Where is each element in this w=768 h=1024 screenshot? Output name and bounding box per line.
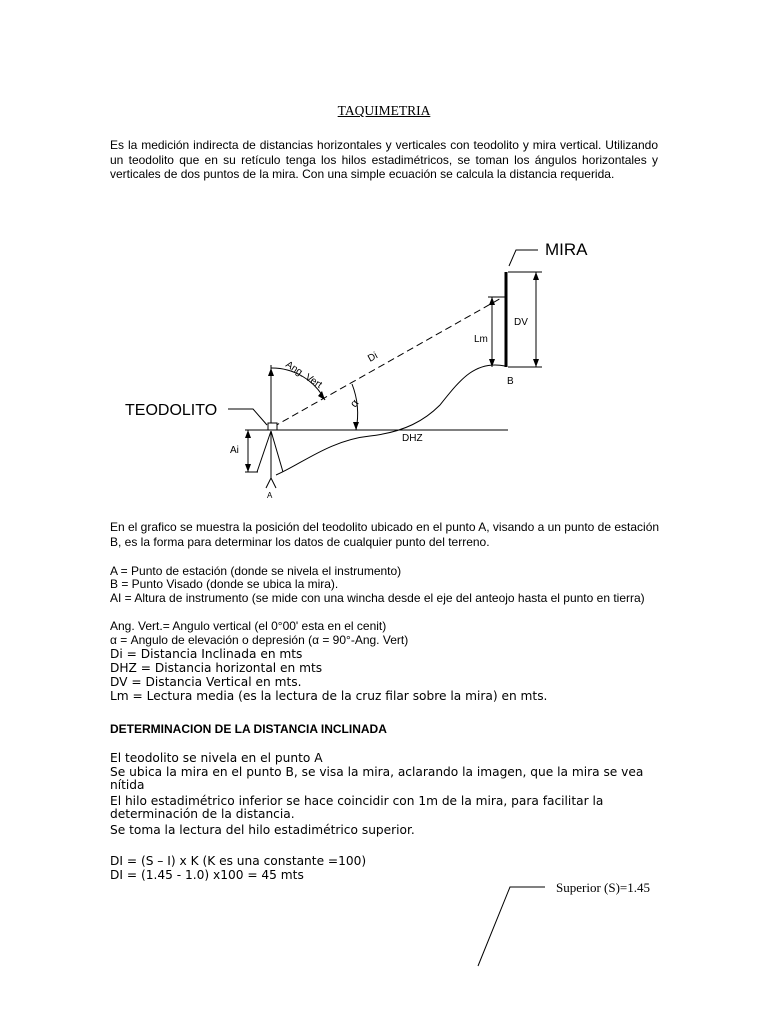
ang-vert-label: Ang. Vert — [283, 359, 324, 391]
def-b: B = Punto Visado (donde se ubica la mira). — [110, 577, 339, 591]
step-2: Se ubica la mira en el punto B, se visa la mira, aclarando la imagen, que la mira se vea nítida — [110, 765, 644, 793]
def-dv: DV = Distancia Vertical en mts. — [110, 675, 302, 689]
def-di: Di = Distancia Inclinada en mts — [110, 647, 303, 661]
def-dhz: DHZ = Distancia horizontal en mts — [110, 661, 323, 675]
def-ang-vert: Ang. Vert.= Angulo vertical (el 0°00' esta en el cenit) — [110, 619, 387, 633]
dhz-label: DHZ — [402, 433, 423, 444]
section-heading: DETERMINACION DE LA DISTANCIA INCLINADA — [110, 722, 387, 736]
formula-1: DI = (S – I) x K (K es una constante =100) — [110, 854, 367, 868]
dv-label: DV — [514, 317, 528, 328]
b-label: B — [507, 376, 514, 387]
ai-label: Ai — [230, 445, 239, 456]
intro-paragraph: Es la medición indirecta de distancias horizontales y verticales con teodolito y mira vertical. Utilizando un teodolito que en su retículo tenga los hilos estadimétricos, se toman los ángulos horizontales y verticales de dos puntos de la mira. Con una simple ecuación se calcula la distancia requerida. — [110, 138, 658, 181]
superior-label: Superior (S)=1.45 — [556, 880, 650, 895]
di-label: Di — [366, 350, 380, 365]
step-4: Se toma la lectura del hilo estadimétrico superior. — [110, 823, 415, 837]
page-title: TAQUIMETRIA — [337, 103, 431, 118]
alpha-label: α — [348, 397, 362, 410]
teodolito-label: TEODOLITO — [125, 402, 218, 419]
mira-label: MIRA — [545, 240, 588, 259]
def-lm: Lm = Lectura media (es la lectura de la cruz filar sobre la mira) en mts. — [110, 689, 548, 703]
def-a: A = Punto de estación (donde se nivela el instrumento) — [110, 564, 402, 578]
step-1: El teodolito se nivela en el punto A — [110, 751, 323, 765]
step-3: El hilo estadimétrico inferior se hace coincidir con 1m de la mira, para facilitar la determinación de la distancia. — [110, 794, 604, 822]
def-ai: AI = Altura de instrumento (se mide con una wincha desde el eje del anteojo hasta el punto en tierra) — [110, 591, 645, 605]
def-alpha: α = Angulo de elevación o depresión (α = 90°-Ang. Vert) — [110, 633, 409, 647]
a-label: A — [267, 491, 273, 500]
lm-label: Lm — [474, 334, 488, 345]
formula-2: DI = (1.45 - 1.0) x100 = 45 mts — [110, 868, 304, 882]
explanation-paragraph: En el grafico se muestra la posición del teodolito ubicado en el punto A, visando a un punto de estación B, es la forma para determinar los datos de cualquier punto del terreno. — [110, 520, 660, 549]
